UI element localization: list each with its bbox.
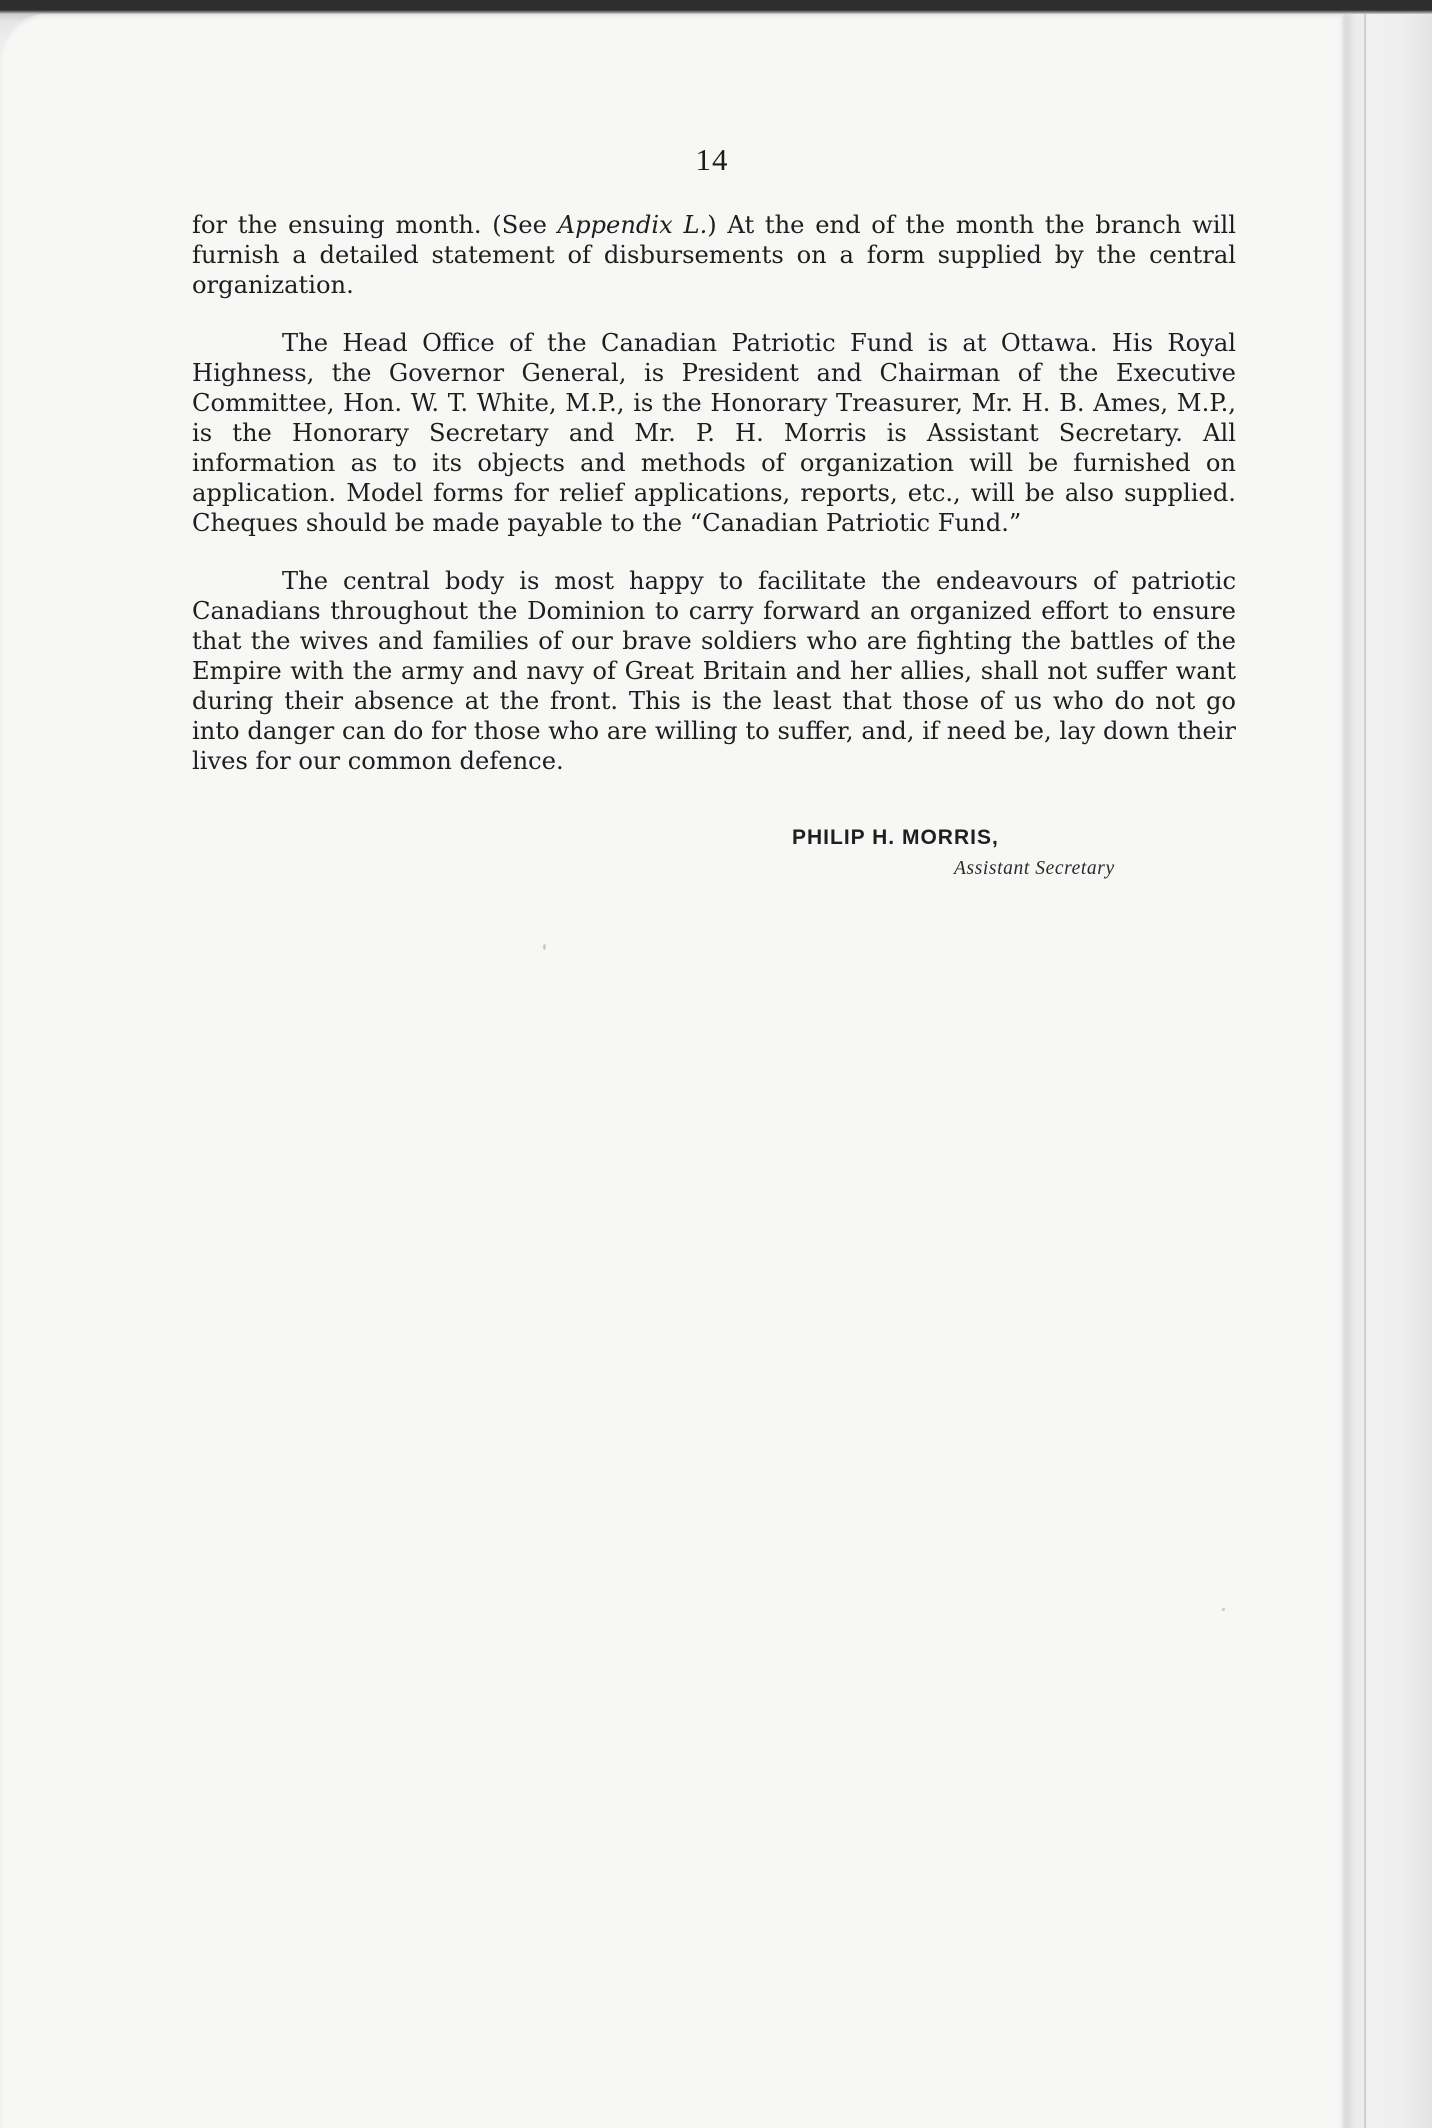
paragraph-1 — [192, 210, 1236, 300]
signature-name: PHILIP H. MORRIS, — [792, 826, 999, 849]
paper-speck — [1222, 1608, 1225, 1611]
page-number: 14 — [695, 142, 729, 177]
appendix-reference: Appendix L. — [557, 211, 708, 239]
page-edge-line — [1364, 14, 1366, 2128]
signature-title: Assistant Secretary — [954, 858, 1115, 879]
paragraph-2: The Head Office of the Canadian Patriotic Fund is at Ottawa. His Royal Highness, the Governor General, is President and Chairman of the Executive Committee, Hon. W. T. White, M.P., is the Honorary Treasurer, Mr. H. B. Ames, M.P., is the Honorary Secretary and Mr. P. H. Morris is Assistant Secretary. All information as to its objects and methods of organization will be furnished on application. Model forms for relief applications, reports, etc., will be also supplied. Cheques should be made payable to the “Canadian Patriotic Fund.” — [192, 329, 1236, 537]
paper-speck — [543, 944, 546, 950]
paragraph-1-text-end: ) At the end of the month the branch will furnish a detailed statement of disbursements on a form supplied by the central organization. — [192, 211, 1237, 299]
paragraph-1-text-start: for the ensuing month. (See — [192, 211, 558, 239]
paragraph-3: The central body is most happy to facilitate the endeavours of patriotic Canadians throughout the Dominion to carry forward an organized effort to ensure that the wives and families of our brave soldiers who are fighting the battles of the Empire with the army and navy of Great Britain and her allies, shall not suffer want during their absence at the front. This is the least that those of us who do not go into danger can do for those who are willing to suffer, and, if need be, lay down their lives for our common defence. — [192, 567, 1236, 775]
page-edge — [1342, 14, 1432, 2128]
body-text — [192, 210, 1236, 776]
